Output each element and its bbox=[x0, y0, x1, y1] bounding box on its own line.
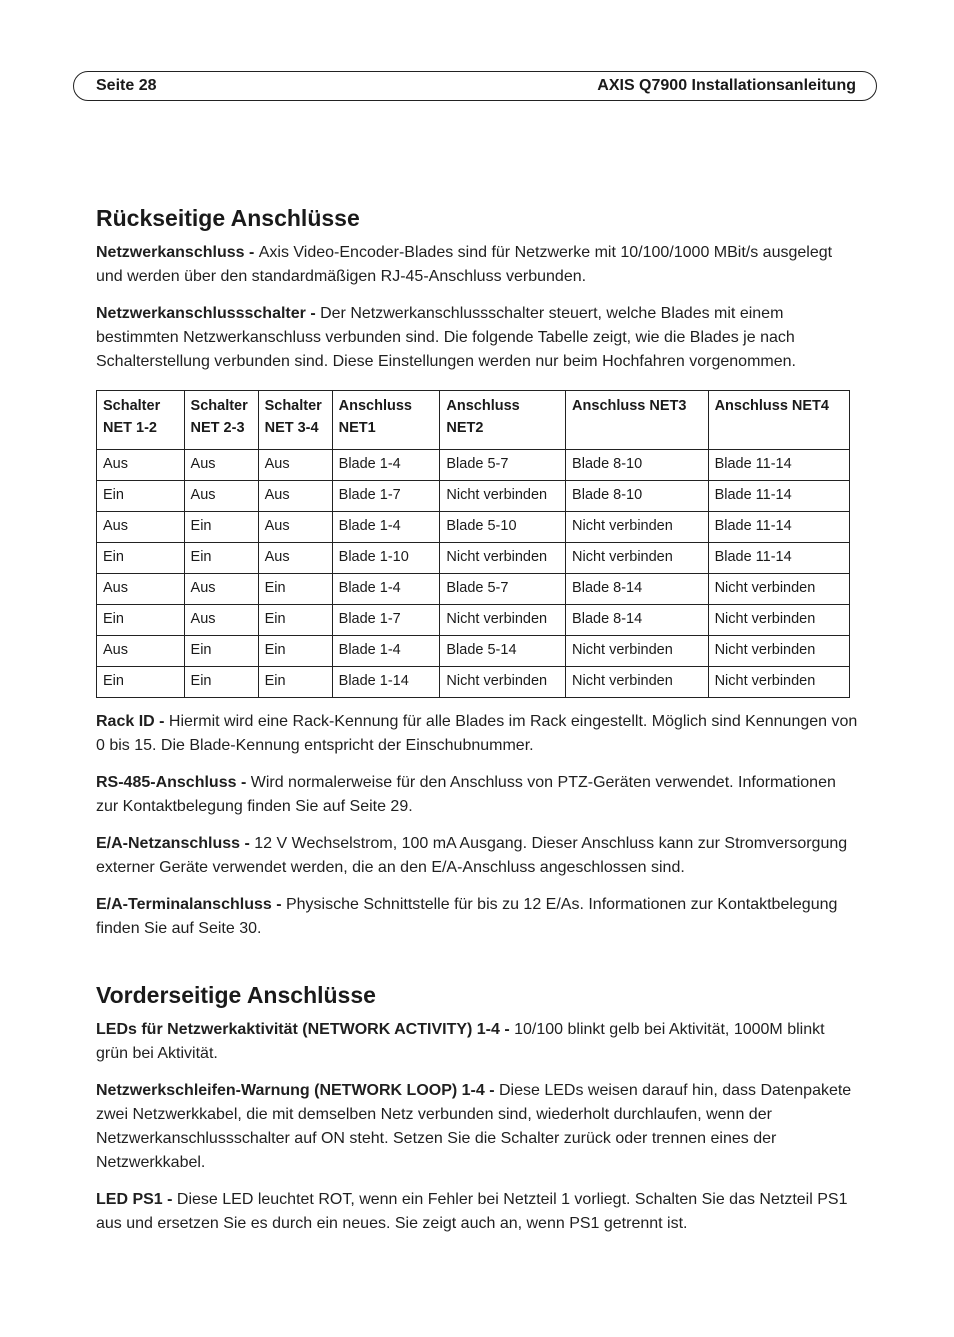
table-cell: Blade 1-10 bbox=[332, 543, 440, 574]
table-cell: Ein bbox=[258, 574, 332, 605]
text-network-activity: 10/100 blinkt gelb bei Aktivität, 1000M blinkt grün bei Aktivität. bbox=[96, 1021, 825, 1062]
paragraph-network-loop bbox=[96, 1079, 858, 1175]
table-cell: Ein bbox=[184, 667, 258, 698]
term-network-activity: LEDs für Netzwerkaktivität (NETWORK ACTIVITY) 1-4 - bbox=[96, 1021, 515, 1038]
table-cell: Ein bbox=[184, 543, 258, 574]
table-cell: Ein bbox=[184, 512, 258, 543]
page-header bbox=[73, 71, 877, 101]
table-cell: Aus bbox=[184, 605, 258, 636]
term-network-loop: Netzwerkschleifen-Warnung (NETWORK LOOP) 1-4 - bbox=[96, 1082, 499, 1099]
paragraph-network-port bbox=[96, 241, 858, 289]
table-cell: Blade 11-14 bbox=[708, 481, 849, 512]
table-cell: Blade 1-14 bbox=[332, 667, 440, 698]
table-cell: Blade 5-7 bbox=[440, 574, 566, 605]
table-cell: Aus bbox=[184, 450, 258, 481]
term-io-terminal: E/A-Terminalanschluss - bbox=[96, 896, 286, 913]
table-cell: Aus bbox=[97, 636, 185, 667]
table-cell: Nicht verbinden bbox=[708, 605, 849, 636]
table-cell: Blade 5-10 bbox=[440, 512, 566, 543]
table-cell: Ein bbox=[97, 605, 185, 636]
table-cell: Aus bbox=[258, 543, 332, 574]
table-cell: Nicht verbinden bbox=[440, 481, 566, 512]
paragraph-io-terminal bbox=[96, 893, 858, 941]
text-rs485: Wird normalerweise für den Anschluss von PTZ-Geräten verwendet. Informationen zur Kontaktbelegung finden Sie auf Seite 29. bbox=[96, 774, 836, 815]
table-cell: Blade 1-4 bbox=[332, 636, 440, 667]
table-header-cell: Schalter NET 3-4 bbox=[258, 391, 332, 450]
table-header-row bbox=[97, 391, 850, 450]
table-cell: Aus bbox=[97, 574, 185, 605]
table-cell: Nicht verbinden bbox=[440, 667, 566, 698]
paragraph-rack-id bbox=[96, 710, 858, 758]
text-led-ps1: Diese LED leuchtet ROT, wenn ein Fehler bei Netzteil 1 vorliegt. Schalten Sie das Netzteil PS1 aus und ersetzen Sie es durch ein neues. Sie zeigt auch an, wenn PS1 getrennt ist. bbox=[96, 1191, 848, 1232]
table-row bbox=[97, 667, 850, 698]
table-cell: Nicht verbinden bbox=[566, 512, 709, 543]
table-row bbox=[97, 574, 850, 605]
table-cell: Aus bbox=[184, 574, 258, 605]
table-cell: Nicht verbinden bbox=[566, 636, 709, 667]
table-header-cell: Anschluss NET2 bbox=[440, 391, 566, 450]
table-cell: Ein bbox=[97, 667, 185, 698]
table-cell: Blade 1-7 bbox=[332, 605, 440, 636]
table-cell: Aus bbox=[184, 481, 258, 512]
paragraph-network-activity bbox=[96, 1018, 858, 1066]
text-rack-id: Hiermit wird eine Rack-Kennung für alle Blades im Rack eingestellt. Möglich sind Kennungen von 0 bis 15. Die Blade-Kennung entspricht der Einschubnummer. bbox=[96, 713, 858, 754]
table-cell: Nicht verbinden bbox=[440, 605, 566, 636]
term-led-ps1: LED PS1 - bbox=[96, 1191, 177, 1208]
table-row bbox=[97, 450, 850, 481]
table-cell: Blade 1-4 bbox=[332, 512, 440, 543]
table-cell: Aus bbox=[258, 512, 332, 543]
table-header-cell: Schalter NET 2-3 bbox=[184, 391, 258, 450]
table-cell: Ein bbox=[184, 636, 258, 667]
table-cell: Aus bbox=[97, 450, 185, 481]
table-cell: Nicht verbinden bbox=[566, 543, 709, 574]
paragraph-led-ps1 bbox=[96, 1188, 858, 1236]
table-cell: Blade 1-7 bbox=[332, 481, 440, 512]
section-heading-rear: Rückseitige Anschlüsse bbox=[96, 205, 360, 231]
table-cell: Ein bbox=[97, 543, 185, 574]
table-cell: Ein bbox=[97, 481, 185, 512]
table-cell: Blade 1-4 bbox=[332, 574, 440, 605]
term-rs485: RS-485-Anschluss - bbox=[96, 774, 251, 791]
table-row bbox=[97, 543, 850, 574]
table-cell: Blade 11-14 bbox=[708, 512, 849, 543]
text-io-power: 12 V Wechselstrom, 100 mA Ausgang. Dieser Anschluss kann zur Stromversorgung externer Geräte verwendet werden, die an den E/A-Anschluss angeschlossen sind. bbox=[96, 835, 848, 876]
table-cell: Ein bbox=[258, 667, 332, 698]
table-cell: Aus bbox=[258, 450, 332, 481]
table-cell: Nicht verbinden bbox=[708, 574, 849, 605]
table-cell: Blade 11-14 bbox=[708, 450, 849, 481]
table-row bbox=[97, 512, 850, 543]
table-cell: Aus bbox=[97, 512, 185, 543]
paragraph-io-power bbox=[96, 832, 858, 880]
section-heading-front: Vorderseitige Anschlüsse bbox=[96, 982, 376, 1008]
page-number: Seite 28 bbox=[96, 77, 157, 94]
text-network-switch: Der Netzwerkanschlussschalter steuert, welche Blades mit einem bestimmten Netzwerkanschluss verbunden sind. Die folgende Tabelle zeigt, wie die Blades je nach Schalterstellung verbunden sind. Diese Einstellungen werden nur beim Hochfahren vorgenommen. bbox=[96, 305, 796, 370]
paragraph-rs485 bbox=[96, 771, 858, 819]
table-row bbox=[97, 481, 850, 512]
term-network-port: Netzwerkanschluss - bbox=[96, 244, 259, 261]
table-cell: Blade 8-14 bbox=[566, 605, 709, 636]
table-cell: Blade 8-14 bbox=[566, 574, 709, 605]
table-header-cell: Schalter NET 1-2 bbox=[97, 391, 185, 450]
term-rack-id: Rack ID - bbox=[96, 713, 169, 730]
table-cell: Blade 5-7 bbox=[440, 450, 566, 481]
table-row bbox=[97, 605, 850, 636]
table-cell: Nicht verbinden bbox=[708, 667, 849, 698]
table-cell: Aus bbox=[258, 481, 332, 512]
page-content bbox=[96, 200, 858, 1236]
table-cell: Nicht verbinden bbox=[566, 667, 709, 698]
term-network-switch: Netzwerkanschlussschalter - bbox=[96, 305, 321, 322]
table-cell: Ein bbox=[258, 636, 332, 667]
table-cell: Ein bbox=[258, 605, 332, 636]
table-row bbox=[97, 636, 850, 667]
table-body bbox=[97, 450, 850, 698]
switch-configuration-table bbox=[96, 390, 850, 698]
table-cell: Blade 11-14 bbox=[708, 543, 849, 574]
table-cell: Blade 8-10 bbox=[566, 481, 709, 512]
table-header-cell: Anschluss NET4 bbox=[708, 391, 849, 450]
table-cell: Blade 1-4 bbox=[332, 450, 440, 481]
table-cell: Nicht verbinden bbox=[440, 543, 566, 574]
paragraph-network-switch bbox=[96, 302, 858, 374]
term-io-power: E/A-Netzanschluss - bbox=[96, 835, 255, 852]
table-cell: Nicht verbinden bbox=[708, 636, 849, 667]
table-cell: Blade 8-10 bbox=[566, 450, 709, 481]
text-io-terminal: Physische Schnittstelle für bis zu 12 E/As. Informationen zur Kontaktbelegung finden Sie auf Seite 30. bbox=[96, 896, 838, 937]
table-cell: Blade 5-14 bbox=[440, 636, 566, 667]
text-network-port: Axis Video-Encoder-Blades sind für Netzwerke mit 10/100/1000 MBit/s ausgelegt und werden über den standardmäßigen RJ-45-Anschluss verbunden. bbox=[96, 244, 833, 285]
document-title: AXIS Q7900 Installationsanleitung bbox=[597, 77, 856, 94]
text-network-loop: Diese LEDs weisen darauf hin, dass Datenpakete zwei Netzwerkkabel, die mit demselben Netz verbunden sind, wiederholt durchlaufen, wenn der Netzwerkanschlussschalter auf ON steht. Setzen Sie die Schalter zurück oder trennen eines der Netzwerkkabel. bbox=[96, 1082, 852, 1171]
table-header-cell: Anschluss NET1 bbox=[332, 391, 440, 450]
table-header-cell: Anschluss NET3 bbox=[566, 391, 709, 450]
